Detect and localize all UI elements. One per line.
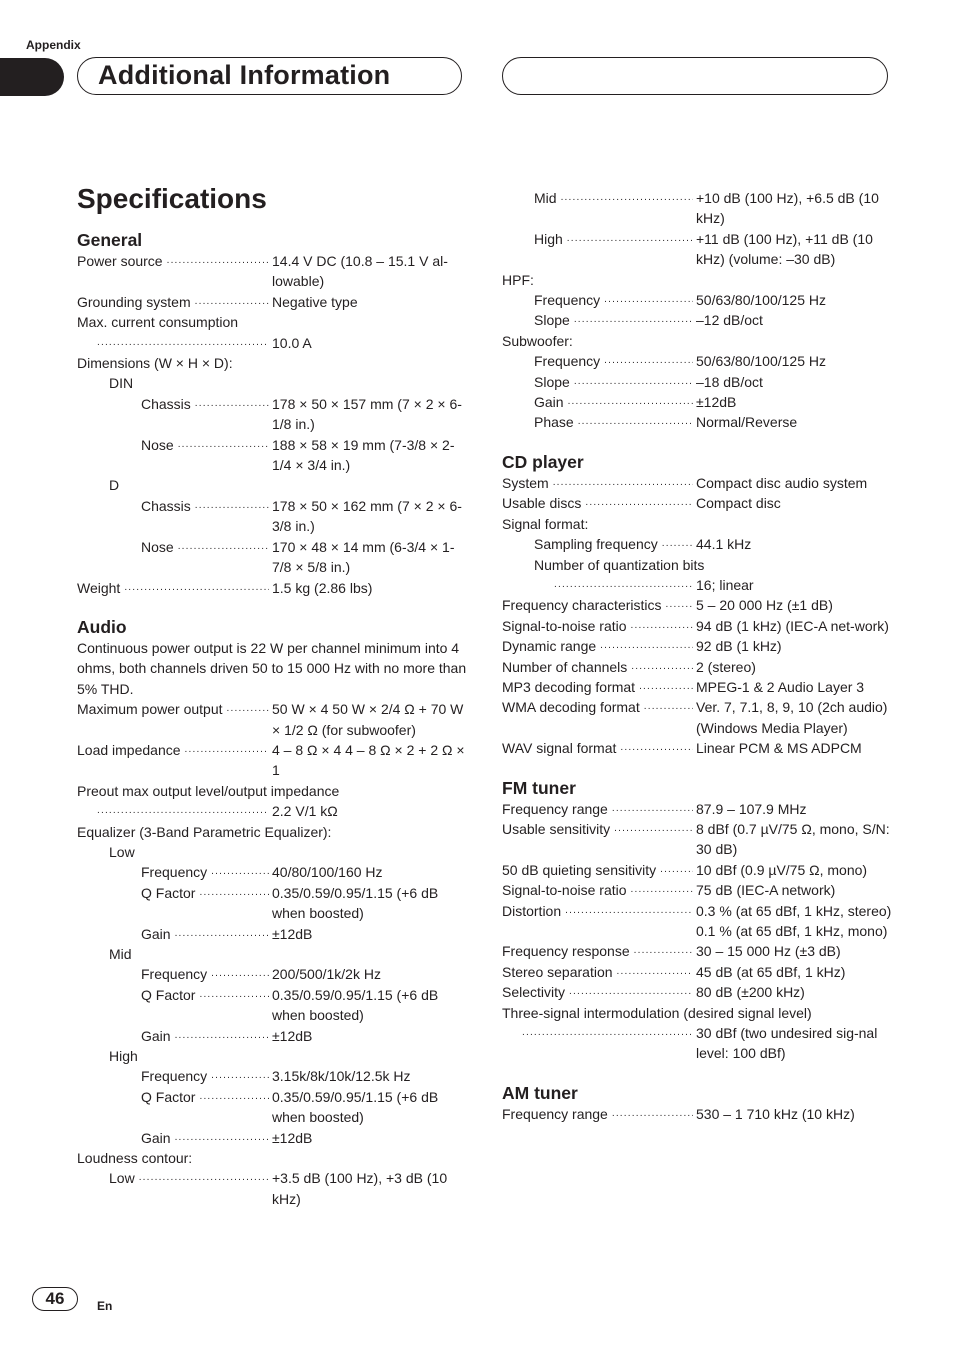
spec-value: 0.35/0.59/0.95/1.15 (+6 dB when boosted) <box>272 1088 439 1126</box>
spec-row <box>502 229 892 270</box>
appendix-label: Appendix <box>26 38 81 52</box>
spec-label: WAV signal format <box>502 740 617 757</box>
spec-value: 80 dB (±200 kHz) <box>696 984 805 1001</box>
spec-value: 3.15k/8k/10k/12.5k Hz <box>272 1068 411 1085</box>
spec-label: Slope <box>534 373 570 390</box>
spec-row <box>77 496 467 537</box>
spec-value: 50 W × 4 50 W × 2/4 Ω + 70 W × 1/2 Ω (for subwoofer) <box>272 701 464 738</box>
spec-label: Nose <box>141 538 174 555</box>
spec-row <box>502 188 892 229</box>
page-number: 46 <box>32 1287 78 1311</box>
spec-value: 200/500/1k/2k Hz <box>272 966 381 983</box>
spec-value: Ver. 7, 7.1, 8, 9, 10 (2ch audio) (Windows Media Player) <box>696 699 888 736</box>
spec-row <box>77 740 467 781</box>
spec-row <box>77 862 467 882</box>
spec-row <box>502 595 892 615</box>
spec-row <box>502 941 892 961</box>
spec-row <box>502 493 892 513</box>
spec-label: Slope <box>534 312 570 329</box>
spec-row <box>502 534 892 554</box>
spec-value: 45 dB (at 65 dBf, 1 kHz) <box>696 963 846 980</box>
spec-label: Equalizer (3-Band Parametric Equalizer): <box>77 823 332 840</box>
spec-label: Nose <box>141 436 174 453</box>
spec-label: Distortion <box>502 902 562 919</box>
spec-label: Frequency <box>141 1068 208 1085</box>
spec-label: Q Factor <box>141 986 196 1003</box>
spec-value: 178 × 50 × 157 mm (7 × 2 × 6-1/8 in.) <box>272 395 462 433</box>
page-title: Specifications <box>77 183 267 214</box>
spec-value: Linear PCM & MS ADPCM <box>696 740 862 757</box>
spec-row <box>77 924 467 944</box>
spec-value: 0.35/0.59/0.95/1.15 (+6 dB when boosted) <box>272 986 439 1024</box>
spec-value: 1.5 kg (2.86 lbs) <box>272 579 373 596</box>
spec-row <box>502 372 892 392</box>
spec-label: Usable sensitivity <box>502 820 611 837</box>
spec-row <box>77 699 467 740</box>
spec-label: Q Factor <box>141 1088 196 1105</box>
spec-label: DIN <box>109 375 134 392</box>
spec-label: Mid <box>534 190 557 206</box>
spec-row <box>77 964 467 984</box>
spec-label: Signal format: <box>502 515 589 532</box>
right-column <box>502 188 892 1124</box>
spec-row <box>77 883 467 924</box>
spec-row <box>502 575 892 595</box>
fm-tuner-heading: FM tuner <box>502 777 576 798</box>
spec-label: Three-signal intermodulation (desired signal level) <box>502 1004 812 1021</box>
spec-value: Compact disc audio system <box>696 474 868 491</box>
spec-label: Low <box>109 1170 135 1187</box>
spec-label: Load impedance <box>77 741 181 758</box>
spec-value: 2 (stereo) <box>696 658 756 675</box>
spec-label: Grounding system <box>77 293 191 310</box>
spec-row <box>77 333 467 353</box>
spec-label: Selectivity <box>502 984 566 1001</box>
spec-row <box>77 801 467 821</box>
section-title: Additional Information <box>98 60 391 90</box>
audio-description: Continuous power output is 22 W per channel minimum into 4 ohms, both channels driven 50 to 15 000 Hz with no more than 5% THD. <box>77 639 467 697</box>
spec-row <box>77 578 467 598</box>
spec-row <box>77 1087 467 1128</box>
spec-row <box>502 880 892 900</box>
spec-value: ±12dB <box>272 925 313 942</box>
spec-row <box>77 985 467 1026</box>
spec-label: Q Factor <box>141 884 196 901</box>
spec-row <box>502 290 892 310</box>
spec-value: 530 – 1 710 kHz (10 kHz) <box>696 1105 855 1122</box>
spec-row <box>502 616 892 636</box>
spec-label: Weight <box>77 579 121 596</box>
spec-label: Signal-to-noise ratio <box>502 882 627 899</box>
spec-value: 178 × 50 × 162 mm (7 × 2 × 6-3/8 in.) <box>272 497 462 535</box>
spec-row <box>502 310 892 330</box>
spec-value: 92 dB (1 kHz) <box>696 638 782 655</box>
spec-value: +11 dB (100 Hz), +11 dB (10 kHz) (volume: –30 dB) <box>696 230 873 268</box>
spec-value: 0.35/0.59/0.95/1.15 (+6 dB when boosted) <box>272 884 439 922</box>
spec-label: Number of channels <box>502 658 628 675</box>
spec-value: 10 dBf (0.9 µV/75 Ω, mono) <box>696 861 868 878</box>
spec-value: 170 × 48 × 14 mm (6-3/4 × 1-7/8 × 5/8 in.) <box>272 538 455 576</box>
spec-value: Negative type <box>272 293 358 310</box>
spec-label: Max. current consumption <box>77 314 239 331</box>
section-title-box <box>77 57 462 95</box>
spec-label: Frequency <box>141 864 208 881</box>
spec-label: Gain <box>141 1129 171 1146</box>
spec-row <box>77 251 467 292</box>
spec-label: Gain <box>534 394 564 411</box>
spec-label: 50 dB quieting sensitivity <box>502 861 657 878</box>
spec-label: Frequency <box>534 292 601 309</box>
spec-label: Sampling frequency <box>534 536 658 553</box>
spec-row <box>77 1128 467 1148</box>
spec-value: ±12dB <box>272 1129 313 1146</box>
spec-row <box>502 962 892 982</box>
spec-label: Frequency <box>141 966 208 983</box>
spec-value: +3.5 dB (100 Hz), +3 dB (10 kHz) <box>272 1170 448 1207</box>
spec-label: Subwoofer: <box>502 332 573 349</box>
spec-value: 75 dB (IEC-A network) <box>696 882 836 899</box>
spec-value: 40/80/100/160 Hz <box>272 864 383 881</box>
spec-label: Dimensions (W × H × D): <box>77 355 233 372</box>
spec-label: Phase <box>534 414 574 431</box>
audio-heading: Audio <box>77 616 127 637</box>
spec-label: Stereo separation <box>502 963 613 980</box>
spec-label: System <box>502 474 549 491</box>
spec-row <box>502 799 892 819</box>
spec-label: MP3 decoding format <box>502 678 636 695</box>
spec-label: Frequency response <box>502 943 630 960</box>
spec-row <box>77 537 467 578</box>
spec-label: Power source <box>77 253 163 269</box>
spec-label: Frequency range <box>502 800 608 817</box>
empty-header-box <box>502 57 888 95</box>
spec-value: 8 dBf (0.7 µV/75 Ω, mono, S/N: 30 dB) <box>696 820 890 858</box>
spec-label: Preout max output level/output impedance <box>77 782 340 799</box>
spec-row <box>502 982 892 1002</box>
spec-row <box>502 636 892 656</box>
spec-row <box>77 394 467 435</box>
spec-label: Dynamic range <box>502 638 597 655</box>
spec-label: Low <box>109 843 135 860</box>
spec-value: Normal/Reverse <box>696 414 798 431</box>
left-column <box>77 230 467 1209</box>
spec-label: HPF: <box>502 271 534 288</box>
spec-label: Frequency range <box>502 1105 608 1122</box>
spec-value: +10 dB (100 Hz), +6.5 dB (10 kHz) <box>696 190 879 227</box>
spec-label: Chassis <box>141 497 191 514</box>
spec-row <box>77 1026 467 1046</box>
spec-value: 10.0 A <box>272 334 312 351</box>
language-label: En <box>97 1299 113 1313</box>
spec-label: Number of quantization bits <box>534 556 705 573</box>
spec-row <box>77 1066 467 1086</box>
spec-label: Frequency <box>534 353 601 370</box>
spec-row <box>502 1104 892 1124</box>
spec-row <box>502 473 892 493</box>
spec-label: Loudness contour: <box>77 1150 193 1167</box>
spec-value: 30 dBf (two undesired sig-nal level: 100 dBf) <box>696 1025 878 1062</box>
spec-value: 94 dB (1 kHz) (IEC-A net-work) <box>696 617 889 634</box>
spec-label: High <box>534 230 563 247</box>
spec-label: D <box>109 477 120 494</box>
spec-row <box>77 1168 467 1209</box>
spec-label: Mid <box>109 946 132 962</box>
section-tab-marker <box>0 58 64 96</box>
spec-row <box>502 738 892 758</box>
spec-value: 44.1 kHz <box>696 536 752 553</box>
spec-row <box>77 435 467 476</box>
spec-row <box>502 677 892 697</box>
spec-row <box>502 412 892 432</box>
spec-row <box>502 819 892 860</box>
spec-row <box>77 292 467 312</box>
spec-label: High <box>109 1048 138 1065</box>
spec-value: 14.4 V DC (10.8 – 15.1 V al-lowable) <box>272 253 448 290</box>
spec-label: Maximum power output <box>77 701 223 718</box>
spec-value: 50/63/80/100/125 Hz <box>696 292 826 309</box>
spec-value: 5 – 20 000 Hz (±1 dB) <box>696 597 833 614</box>
spec-value: MPEG-1 & 2 Audio Layer 3 <box>696 678 865 695</box>
spec-label: Frequency characteristics <box>502 597 662 614</box>
spec-value: 87.9 – 107.9 MHz <box>696 800 807 817</box>
spec-value: –18 dB/oct <box>696 373 763 390</box>
spec-label: Chassis <box>141 395 191 412</box>
spec-row <box>502 860 892 880</box>
spec-value: Compact disc <box>696 495 781 512</box>
am-tuner-heading: AM tuner <box>502 1082 578 1103</box>
spec-row <box>502 697 892 738</box>
spec-label: Signal-to-noise ratio <box>502 617 627 634</box>
spec-label: Gain <box>141 925 171 942</box>
spec-label: Gain <box>141 1027 171 1044</box>
spec-label: WMA decoding format <box>502 699 640 716</box>
spec-row <box>502 392 892 412</box>
general-heading: General <box>77 230 143 250</box>
spec-value: 30 – 15 000 Hz (±3 dB) <box>696 943 841 960</box>
spec-value: 50/63/80/100/125 Hz <box>696 353 826 370</box>
spec-value: 0.3 % (at 65 dBf, 1 kHz, stereo) 0.1 % (at 65 dBf, 1 kHz, mono) <box>696 902 892 939</box>
spec-value: 16; linear <box>696 576 754 593</box>
spec-value: –12 dB/oct <box>696 312 763 329</box>
spec-row <box>502 657 892 677</box>
cd-player-heading: CD player <box>502 451 584 472</box>
spec-row <box>502 351 892 371</box>
spec-value: 4 – 8 Ω × 4 4 – 8 Ω × 2 + 2 Ω × 1 <box>272 741 465 779</box>
spec-value: 2.2 V/1 kΩ <box>272 803 338 820</box>
spec-row <box>502 901 892 942</box>
spec-value: ±12dB <box>696 394 737 411</box>
spec-row <box>502 1023 892 1064</box>
spec-value: ±12dB <box>272 1027 313 1044</box>
spec-label: Usable discs <box>502 495 582 512</box>
spec-value: 188 × 58 × 19 mm (7-3/8 × 2-1/4 × 3/4 in.) <box>272 436 455 474</box>
